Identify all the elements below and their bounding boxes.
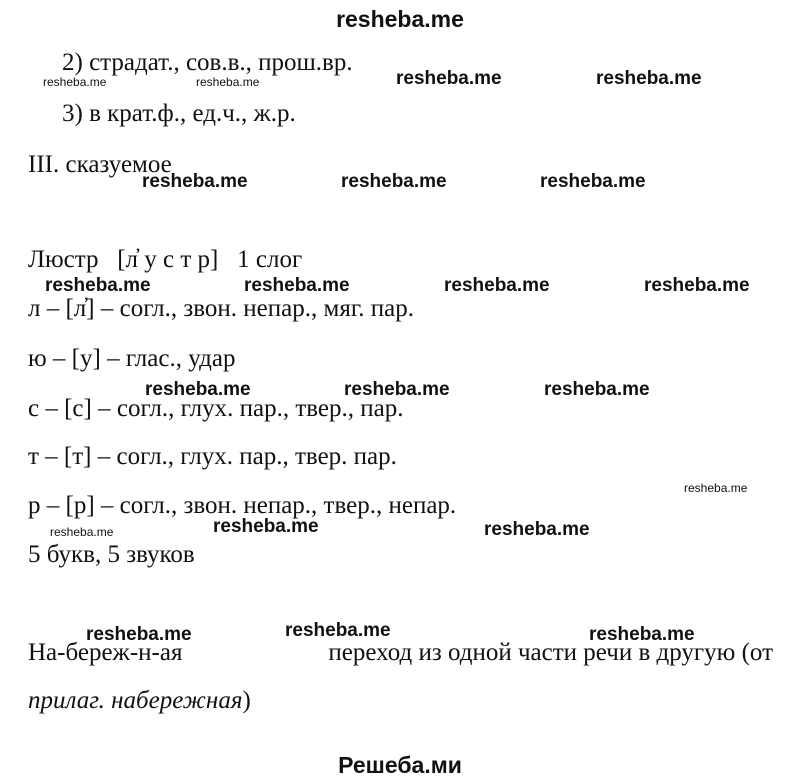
phonetic-row: ю – [у] – глас., удар bbox=[28, 345, 236, 372]
footer-watermark: Решеба.ми bbox=[338, 752, 462, 778]
morph-line-2: 2) страдат., сов.в., прош.вр. bbox=[62, 49, 353, 76]
header-watermark: resheba.me bbox=[336, 6, 464, 32]
morph-line-3: 3) в крат.ф., ед.ч., ж.р. bbox=[62, 100, 296, 127]
word-formation-description: переход из одной части речи в другую (от bbox=[328, 639, 773, 666]
phonetic-row: л – [л̓] – согл., звон. непар., мяг. пар. bbox=[28, 295, 414, 322]
watermark: resheba.me bbox=[341, 171, 447, 192]
watermark: resheba.me bbox=[589, 624, 695, 645]
phonetic-summary: 5 букв, 5 звуков bbox=[28, 541, 195, 568]
watermark-small: resheba.me bbox=[43, 75, 107, 89]
phonetic-row: с – [с] – согл., глух. пар., твер., пар. bbox=[28, 395, 404, 422]
watermark: resheba.me bbox=[644, 275, 750, 296]
word-formation-close: ) bbox=[242, 687, 251, 714]
watermark: resheba.me bbox=[544, 379, 650, 400]
watermark: resheba.me bbox=[45, 275, 151, 296]
phonetic-header bbox=[28, 247, 302, 272]
word-formation-source: прилаг. набережная bbox=[28, 687, 243, 714]
watermark-small: resheba.me bbox=[684, 481, 748, 495]
watermark: resheba.me bbox=[145, 379, 251, 400]
phonetic-syllables: 1 слог bbox=[237, 246, 303, 273]
watermark-small: resheba.me bbox=[50, 525, 114, 539]
phonetic-row: р – [р] – согл., звон. непар., твер., непар. bbox=[28, 492, 457, 519]
syntax-role: III. сказуемое bbox=[28, 151, 172, 178]
watermark: resheba.me bbox=[213, 516, 319, 537]
phonetic-row: т – [т] – согл., глух. пар., твер. пар. bbox=[28, 443, 397, 470]
word-formation-word: На-береж-н-ая bbox=[28, 639, 183, 666]
watermark: resheba.me bbox=[540, 171, 646, 192]
word-formation-line2 bbox=[28, 688, 251, 713]
watermark: resheba.me bbox=[596, 68, 702, 89]
watermark: resheba.me bbox=[396, 68, 502, 89]
watermark: resheba.me bbox=[244, 275, 350, 296]
phonetic-transcription: [л̓ у с т р] bbox=[117, 246, 219, 273]
watermark: resheba.me bbox=[142, 171, 248, 192]
watermark: resheba.me bbox=[484, 519, 590, 540]
watermark: resheba.me bbox=[344, 379, 450, 400]
watermark: resheba.me bbox=[86, 624, 192, 645]
phonetic-word: Люстр bbox=[28, 246, 99, 273]
watermark: resheba.me bbox=[285, 620, 391, 641]
watermark-small: resheba.me bbox=[196, 75, 260, 89]
watermark: resheba.me bbox=[444, 275, 550, 296]
